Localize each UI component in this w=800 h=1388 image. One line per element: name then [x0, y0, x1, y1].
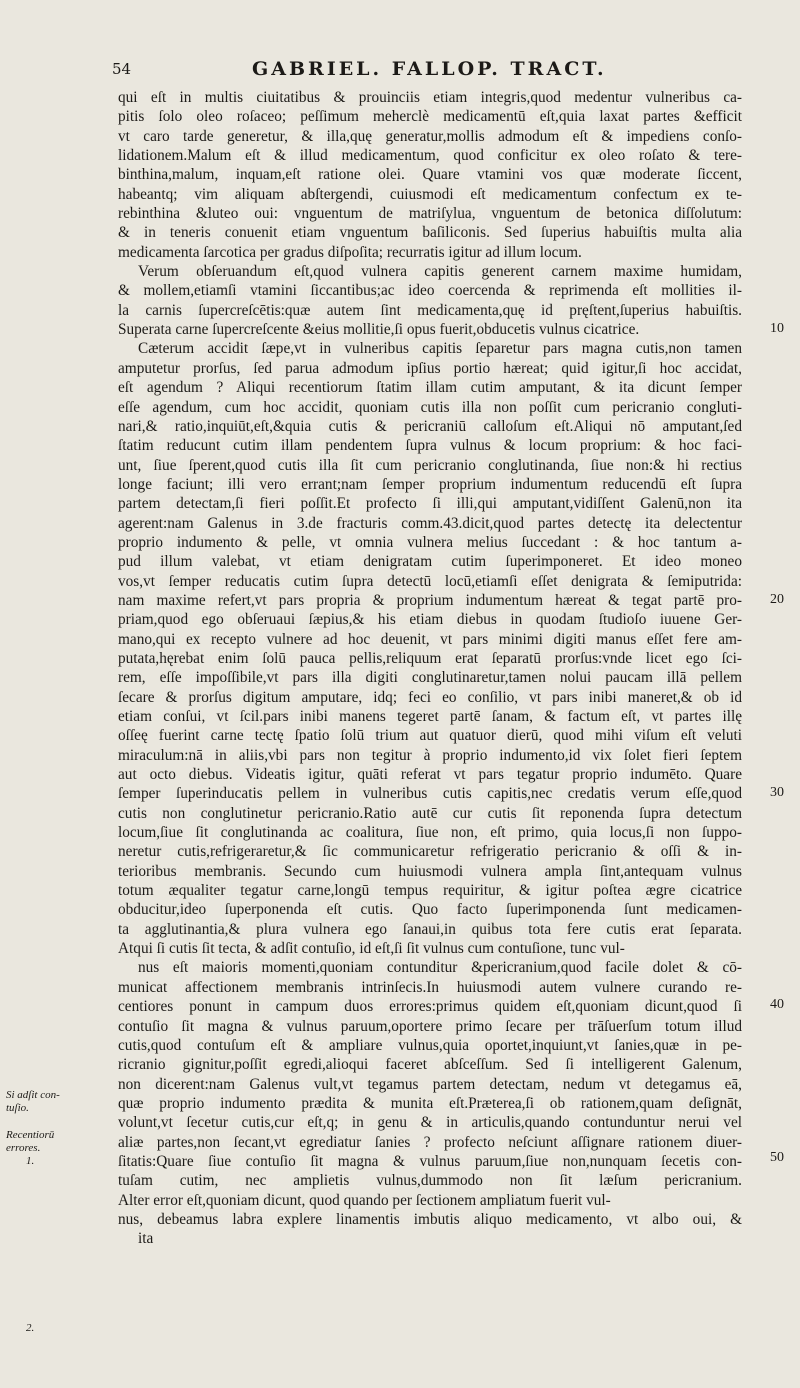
text-line: ricranio gignitur,poſſit egredi,alioqui faceret abſceſſum. Sed ſi intelligerent Galenum,	[118, 1056, 742, 1074]
text-line: vos,vt ſemper reducatis cutim ſupra detectū locū,etiamſi eſſet denigrata & ſemiputrida:	[118, 572, 742, 590]
text-line: ſitatis:Quare ſiue contuſio ſit magna & vulnus paruum,ſiue non,nunquam ſecetis con-	[118, 1152, 742, 1170]
margin-note-errors-cont: errores.	[6, 1142, 41, 1154]
text-line: aliæ partes,non ſecant,vt egrediatur ſanies ? profecto neſciunt aſſignare rationem diuer-	[118, 1133, 742, 1151]
text-line: terioribus membranis. Secundo cum huiusmodi vulnera ampla ſint,antequam vulnus	[118, 862, 742, 880]
text-line: putata,hęrebat enim ſolū pauca pellis,reliquum erat ſeparatū prorſus:vnde licet ego ſci-	[118, 649, 742, 667]
text-line: cutis,quod contuſum eſt & ampliare vulnus,quia oportet,inquiunt,vt ſanies,quæ in pe-	[118, 1036, 742, 1054]
text-line: obducitur,ideo ſuperponenda eſt cutis. Quo facto ſuperimponenda ſunt medicamen-	[118, 901, 742, 919]
running-title: GABRIEL. FALLOP. TRACT.	[252, 58, 607, 80]
text-line: lidationem.Malum eſt & illud medicamentum, quod conficitur ex oleo roſato & tere-	[118, 147, 742, 165]
text-line: nus eſt maioris momenti,quoniam contunditur &pericranium,quod facile dolet & cō-	[138, 959, 742, 977]
text-line: pud illum valebat, vt etiam denigratam cutim ſuperimponeret. Et ideo moneo	[118, 553, 742, 571]
text-line: quæ proprio indumento prædita & munita eſt.Præterea,ſi ob rationem,quam deſignāt,	[118, 1094, 742, 1112]
text-line: nus, debeamus labra explere linamentis imbutis aliquo medicamento, vt albo oui, &	[118, 1210, 742, 1228]
text-line: Alter error eſt,quoniam dicunt, quod quando per ſectionem ampliatum fuerit vul-	[118, 1191, 611, 1209]
text-line: ta agglutinantia,& plura vulnera ego ſanaui,in quibus tota fere cutis erat ſeparata.	[118, 920, 742, 938]
line-number-30: 30	[770, 785, 784, 800]
text-line: longe faciunt; illi vero errant;nam ſemper proprium indumentum reducendū eſt ſupra	[118, 475, 742, 493]
text-line: la carnis ſupercreſcētis:quæ autem ſint medicamenta,quę id pręſtent,ſuperius habuiſtis.	[118, 301, 742, 319]
margin-note-contusion-cont: tuſio.	[6, 1102, 29, 1114]
margin-note-error-1: 1.	[26, 1155, 35, 1167]
text-line: medicamenta ſarcotica per gradus diſpoſita; recurratis igitur ad illum locum.	[118, 243, 582, 261]
text-line: vt caro tarde generetur, & illa,quę generatur,mollis admodum eſt & impediens conſo-	[118, 127, 742, 145]
text-line: Atqui ſi cutis ſit tecta, & adſit contuſio, id eſt,ſi ſit vulnus cum contuſione, tunc vul-	[118, 940, 625, 958]
text-line: totum æqualiter tegatur carne,longū tempus requiritur, & igitur poſtea ægre cicatrice	[118, 882, 742, 900]
text-line: volunt,vt ſecetur cutis,cur eſt,q; in genu & in articulis,quando contunduntur nerui vel	[118, 1114, 742, 1132]
line-number-10: 10	[770, 321, 784, 336]
text-line: ſemper ſuperinducatis pellem in vulneribus cutis capitis,nec credatis verum eſſe,quod	[118, 785, 742, 803]
text-line: neretur cutis,refrigeraretur,& ſic communicaretur refrigeratio pericranio & oſſi & in-	[118, 843, 742, 861]
text-line: non dicerent:nam Galenus vult,vt tegamus partem detectam, nedum vt detegamus eā,	[118, 1075, 742, 1093]
text-line: tuſam cutim, nec amplietis vulnus,dummodo non ſit læſum pericranium.	[118, 1172, 742, 1190]
text-line: eſſe agendum, cum hoc accidit, quoniam cutis illa non poſſit cum pericranio congluti-	[118, 398, 742, 416]
text-line: ſecare & prorſus digitum amputare, idq; feci eo conſilio, vt pars inibi maneret,& ob id	[118, 688, 742, 706]
line-number-40: 40	[770, 997, 784, 1012]
page-header	[112, 58, 732, 84]
margin-note-error-2: 2.	[26, 1322, 35, 1334]
text-line: aut octo diebus. Videatis igitur, quāti referat vt pars tegatur proprio indumēto. Quare	[118, 766, 742, 784]
text-line: proprio indumento & pelle, vt omnia vulnera melius ſuccedant : & hoc tantum a-	[118, 533, 742, 551]
text-line: cutis non conglutinetur pericranio.Ratio autē cur cutis ſit reponenda ſupra detectum	[118, 804, 742, 822]
text-line: habeantq; vim aliquam abſtergendi, cuiusmodi eſt medicamentum confectum ex te-	[118, 185, 742, 203]
line-number-20: 20	[770, 592, 784, 607]
text-line: centiores ponunt in campum duos errores:primus quidem eſt,quoniam dicunt,quod ſi	[118, 998, 742, 1016]
text-line: amputetur prorſus, ſed parua admodum ipſius portio hæreat; quid igitur,ſi hoc accidat,	[118, 359, 742, 377]
text-line: mano,qui ex recepto vulnere ad hoc deuenit, vt pars minimi digiti manus eſſet fere am-	[118, 630, 742, 648]
text-line: Superata carne ſupercreſcente &eius mollitie,ſi opus fuerit,obducetis vulnus cicatrice.	[118, 321, 640, 339]
text-line: ſtatim reducunt cutim illam pendentem ſupra vulnus & locum proprium: & hoc faci-	[118, 437, 742, 455]
text-line: rem, eſſe impoſſibile,vt pars illa digiti conglutinaretur,tamen nolui paucam illā pellem	[118, 669, 742, 687]
text-line: nari,& ratio,inquiūt,eſt,&quia cutis & pericraniū calloſum eſt.Aliqui nō amputant,ſed	[118, 417, 742, 435]
text-line: agerent:nam Galenus in 3.de fracturis comm.43.dicit,quod partes detectę ita delectentur	[118, 514, 742, 532]
text-line: rebinthina &luteo oui: vnguentum de matriſylua, vnguentum de betonica diſſolutum:	[118, 205, 742, 223]
text-line: qui eſt in multis ciuitatibus & prouinciis etiam integris,quod medentur vulneribus ca-	[118, 89, 742, 106]
text-line: eſt agendum ? Aliqui recentiorum ſtatim illam cutim amputant, & ita dicunt ſemper	[118, 379, 742, 397]
margin-note-contusion: Si adſit con-	[6, 1089, 60, 1101]
text-line: municat affectionem membranis intrinſecis.In huiusmodi autem vulnere curando re-	[118, 978, 742, 996]
text-line: & mollem,etiamſi vtamini ſiccantibus;ac ideo coercenda & reprimenda eſt mollities il-	[118, 282, 742, 300]
line-number-50: 50	[770, 1150, 784, 1165]
text-line: binthina,malum, inquam,eſt ratione olei. Quare vtamini vos quæ moderate ſiccent,	[118, 166, 742, 184]
text-line: miraculum:nā in aliis,vbi pars non tegitur à proprio indumento,id vix ſolet fieri ſeptem	[118, 746, 742, 764]
body-text	[118, 88, 742, 1249]
text-line: pitis ſolo oleo roſaceo; peſſimum meherclè medicamentū eſt,quia laxat partes &efficit	[118, 108, 742, 126]
text-line: etiam conſui, vt ſcil.pars inibi manens tegeret partē ſanam, & factum eſt, vt partes illę	[118, 708, 742, 725]
text-line: Cæterum accidit ſæpe,vt in vulneribus capitis ſeparetur pars magna cutis,non tamen	[138, 340, 742, 358]
text-line: locum,ſiue ſit conglutinanda ac coalitura, ſiue non, eſt primo, quia locus,ſi non ſuppo-	[118, 824, 742, 842]
text-line: ita	[138, 1230, 154, 1248]
margin-note-errors: Recentiorū	[6, 1129, 55, 1141]
text-line: nam maxime refert,vt pars propria & proprium indumentum hæreat & tegat partē pro-	[118, 591, 742, 609]
page-number: 54	[112, 60, 132, 78]
text-line: unt, ſiue ſperent,quod cutis illa ſit cum pericranio conglutinanda, ſiue non:& hi rectius	[118, 456, 742, 474]
text-line: oſſeę fuerint carne tectę ſpatio ſolū trium aut quatuor dierū, quod mihi viſum eſt veluti	[118, 727, 742, 745]
text-line: partem detectam,ſi fieri poſſit.Et profecto ſi illi,qui amputant,vidiſſent Galenū,non ita	[118, 495, 742, 513]
text-line: Verum obſeruandum eſt,quod vulnera capitis generent carnem maxime humidam,	[138, 263, 742, 281]
text-line: & in teneris conuenit etiam vnguentum baſiliconis. Sed ſuperius habuiſtis multa alia	[118, 224, 742, 242]
text-line: priam,quod ego obſeruaui ſæpius,& his etiam diebus in quodam ſtudioſo iuuene Ger-	[118, 611, 742, 629]
text-line: contuſio ſit magna & vulnus paruum,oportere primo ſecare per trāſuerſum totum illud	[118, 1017, 742, 1035]
